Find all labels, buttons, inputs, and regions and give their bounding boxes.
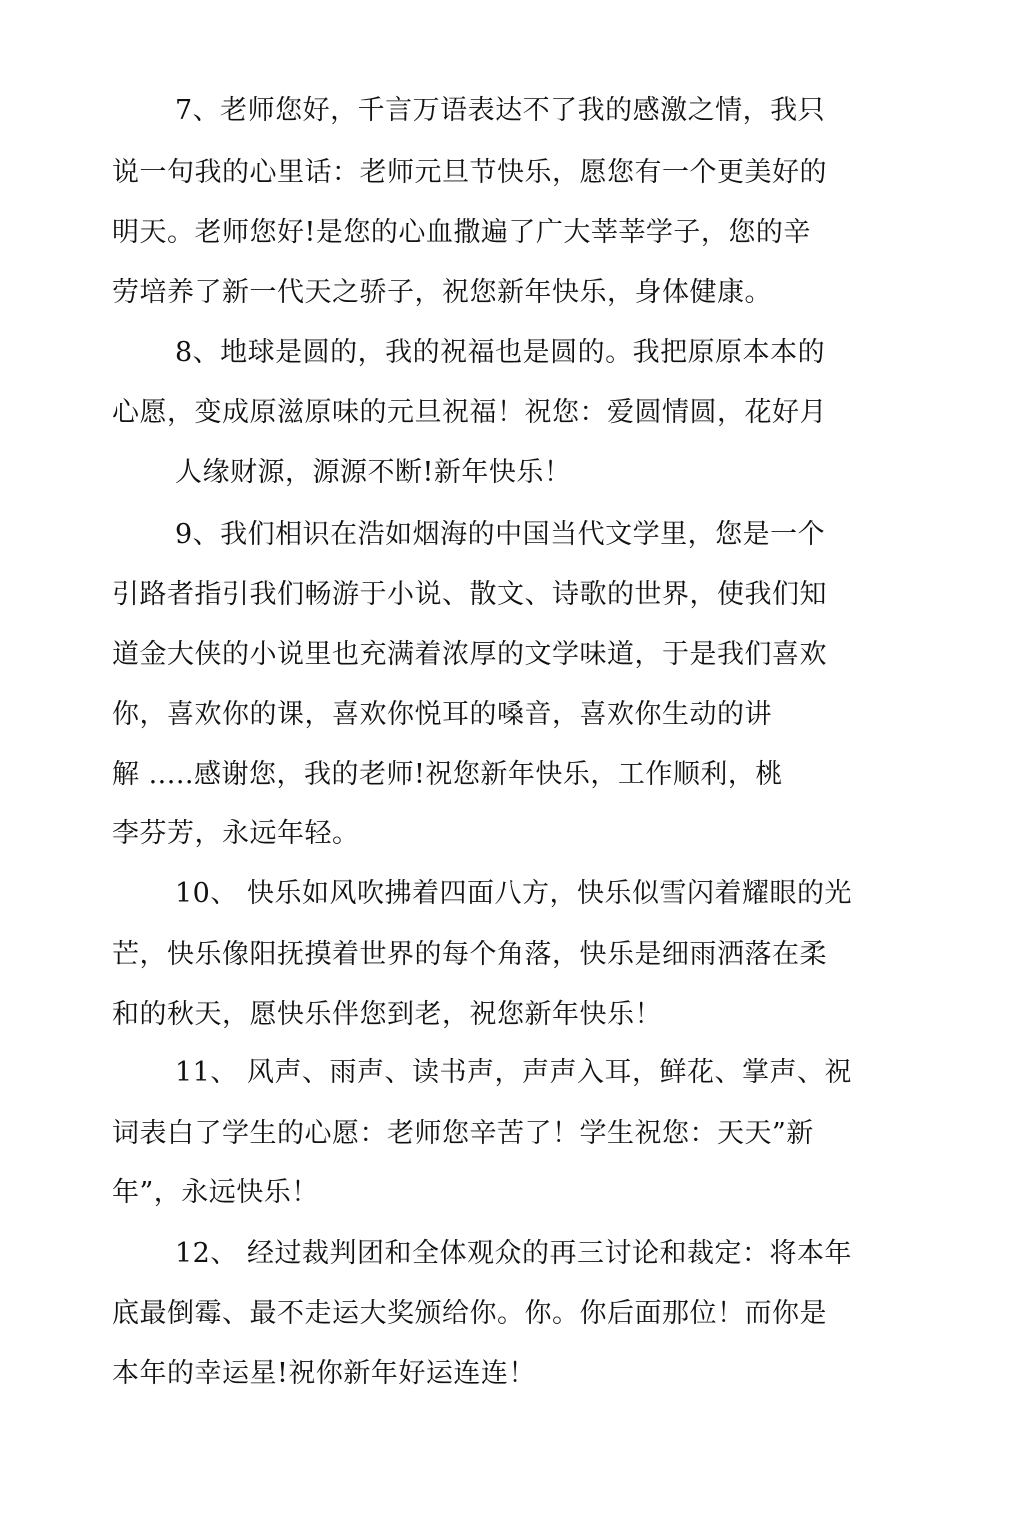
paragraph-8-line-2: 心愿，变成原滋原味的元旦祝福！祝您：爱圆情圆，花好月 [112, 397, 827, 428]
paragraph-9-line-3: 道金大侠的小说里也充满着浓厚的文学味道，于是我们喜欢 [112, 639, 827, 670]
paragraph-7-line-3: 明天。老师您好!是您的心血撒遍了广大莘莘学子，您的辛 [112, 217, 811, 248]
paragraph-7-line-4: 劳培养了新一代天之骄子，祝您新年快乐，身体健康。 [112, 277, 772, 308]
paragraph-7-line-2: 说一句我的心里话：老师元旦节快乐，愿您有一个更美好的 [112, 157, 827, 188]
paragraph-7-line-1: 7、老师您好，千言万语表达不了我的感激之情，我只 [175, 95, 826, 126]
paragraph-9-line-5: 解 .....感谢您，我的老师!祝您新年快乐，工作顺利，桃 [112, 759, 783, 790]
paragraph-10-line-2: 芒，快乐像阳抚摸着世界的每个角落，快乐是细雨洒落在柔 [112, 939, 827, 970]
paragraph-11-line-3: 年”，永远快乐！ [112, 1177, 319, 1208]
paragraph-11-line-2: 词表白了学生的心愿：老师您辛苦了！学生祝您：天天”新 [112, 1118, 814, 1149]
paragraph-9-line-2: 引路者指引我们畅游于小说、散文、诗歌的世界，使我们知 [112, 579, 827, 610]
paragraph-8-line-1: 8、地球是圆的，我的祝福也是圆的。我把原原本本的 [175, 337, 826, 368]
paragraph-8-line-3: 人缘财源，源源不断!新年快乐！ [175, 457, 572, 488]
paragraph-11-line-1: 11、 风声、雨声、读书声，声声入耳，鲜花、掌声、祝 [175, 1057, 852, 1088]
paragraph-10-line-1: 10、 快乐如风吹拂着四面八方，快乐似雪闪着耀眼的光 [175, 878, 852, 909]
paragraph-12-line-2: 底最倒霉、最不走运大奖颁给你。你。你后面那位！而你是 [112, 1298, 827, 1329]
paragraph-9-line-1: 9、我们相识在浩如烟海的中国当代文学里，您是一个 [175, 519, 826, 550]
paragraph-12-line-1: 12、 经过裁判团和全体观众的再三讨论和裁定：将本年 [175, 1238, 852, 1269]
paragraph-9-line-6: 李芬芳，永远年轻。 [112, 818, 360, 849]
paragraph-10-line-3: 和的秋天，愿快乐伴您到老，祝您新年快乐！ [112, 999, 662, 1030]
paragraph-12-line-3: 本年的幸运星!祝你新年好运连连！ [112, 1358, 536, 1389]
paragraph-9-line-4: 你，喜欢你的课，喜欢你悦耳的嗓音，喜欢你生动的讲 [112, 699, 772, 730]
